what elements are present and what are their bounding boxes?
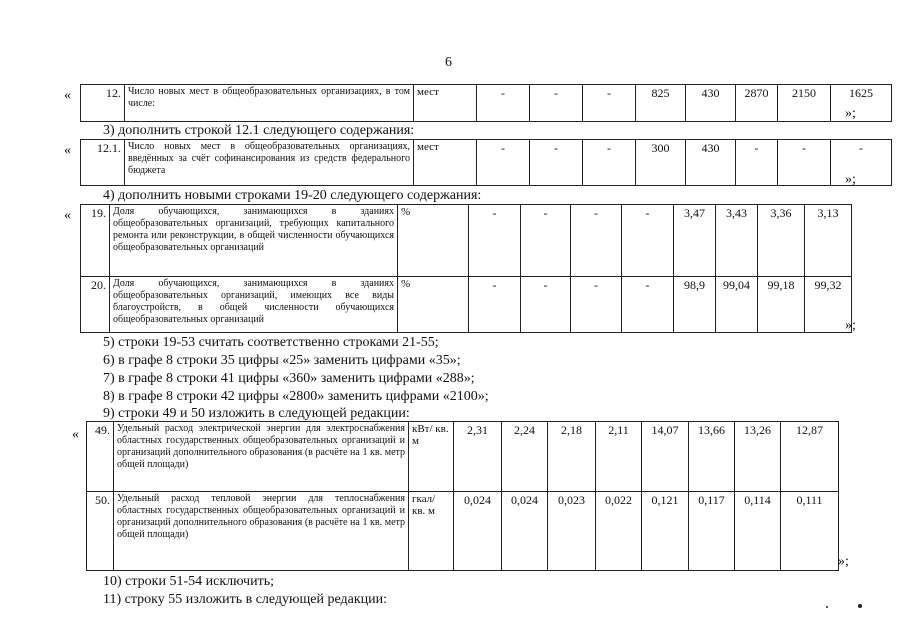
value-cell: 430 <box>686 140 736 186</box>
value-cell: 2,18 <box>548 422 596 492</box>
table-row <box>87 492 839 571</box>
value-cell: 99,04 <box>716 277 758 333</box>
quote-close: »; <box>845 172 856 187</box>
table-row-12-1 <box>80 139 892 186</box>
table-row <box>81 277 852 333</box>
row-description: Число новых мест в общеобразовательных организациях, в том числе: <box>125 85 414 122</box>
paragraph-4: 4) дополнить новыми строками 19-20 следующего содержания: <box>103 188 482 203</box>
paragraph-5: 5) строки 19-53 считать соответственно строками 21-55; <box>103 335 439 350</box>
value-cell: 0,023 <box>548 492 596 571</box>
value-cell: 12,87 <box>781 422 839 492</box>
value-cell: - <box>477 85 530 122</box>
value-cell: 300 <box>636 140 686 186</box>
value-cell: 430 <box>686 85 736 122</box>
value-cell: - <box>469 277 521 333</box>
row-number: 12.1. <box>81 140 125 186</box>
row-unit: % <box>398 277 469 333</box>
row-description: Доля обучающихся, занимающихся в зданиях общеобразовательных организаций, имеющих все виды благоустройств, в общей численности обучающихся общеобразовательных организаций <box>110 277 398 333</box>
value-cell: - <box>571 277 622 333</box>
quote-close: »; <box>845 318 856 333</box>
scan-speck <box>826 606 828 608</box>
row-description: Доля обучающихся, занимающихся в зданиях общеобразовательных организаций, требующих капитального ремонта или реконструкции, в общей численности обучающихся общеобразовательных организаций <box>110 205 398 277</box>
value-cell: 3,47 <box>674 205 716 277</box>
value-cell: - <box>521 205 571 277</box>
paragraph-6: 6) в графе 8 строки 35 цифры «25» заменить цифрами «35»; <box>103 353 461 368</box>
value-cell: 825 <box>636 85 686 122</box>
quote-close: »; <box>838 554 849 569</box>
value-cell: - <box>736 140 778 186</box>
value-cell: 3,43 <box>716 205 758 277</box>
quote-open: « <box>64 88 71 103</box>
value-cell: 0,114 <box>735 492 781 571</box>
quote-close: »; <box>845 106 856 121</box>
table-rows-19-20 <box>80 204 852 333</box>
row-unit: мест <box>414 140 477 186</box>
paragraph-3: 3) дополнить строкой 12.1 следующего содержания: <box>103 123 415 138</box>
value-cell: 2,31 <box>454 422 502 492</box>
row-description: Удельный расход электрической энергии для электроснабжения областных государственных общеобразовательных организаций и организаций дополнительного образования (в расчёте на 1 кв. метр общей площади) <box>114 422 409 492</box>
value-cell: 3,13 <box>805 205 852 277</box>
table-row <box>87 422 839 492</box>
value-cell: 99,18 <box>758 277 805 333</box>
row-number: 19. <box>81 205 110 277</box>
value-cell: 0,117 <box>689 492 735 571</box>
value-cell: - <box>530 140 583 186</box>
value-cell: - <box>469 205 521 277</box>
row-number: 20. <box>81 277 110 333</box>
value-cell: - <box>583 85 636 122</box>
value-cell: 2,24 <box>502 422 548 492</box>
value-cell: - <box>778 140 831 186</box>
value-cell: 1625 <box>831 85 892 122</box>
quote-open: « <box>64 208 71 223</box>
row-unit: мест <box>414 85 477 122</box>
row-number: 50. <box>87 492 114 571</box>
value-cell: 2,11 <box>596 422 642 492</box>
value-cell: 13,66 <box>689 422 735 492</box>
value-cell: 99,32 <box>805 277 852 333</box>
row-description: Число новых мест в общеобразовательных организациях, введённых за счёт софинансирования из средств федерального бюджета <box>125 140 414 186</box>
value-cell: 2150 <box>778 85 831 122</box>
paragraph-8: 8) в графе 8 строки 42 цифры «2800» заменить цифрами «2100»; <box>103 389 489 404</box>
value-cell: - <box>521 277 571 333</box>
value-cell: 13,26 <box>735 422 781 492</box>
value-cell: 0,024 <box>454 492 502 571</box>
row-unit: гкал/ кв. м <box>409 492 454 571</box>
table-row-12 <box>80 84 892 122</box>
page-number: 6 <box>445 55 452 70</box>
row-unit: кВт/ кв. м <box>409 422 454 492</box>
value-cell: 14,07 <box>642 422 689 492</box>
table-rows-49-50 <box>86 421 839 571</box>
row-description: Удельный расход тепловой энергии для теплоснабжения областных государственных общеобразовательных организаций и организаций дополнительного образования (в расчёте на 1 кв. метр общей площади) <box>114 492 409 571</box>
value-cell: - <box>622 205 674 277</box>
value-cell: - <box>583 140 636 186</box>
value-cell: - <box>831 140 892 186</box>
table-row <box>81 205 852 277</box>
scan-speck <box>858 604 862 608</box>
value-cell: - <box>571 205 622 277</box>
value-cell: 0,111 <box>781 492 839 571</box>
paragraph-7: 7) в графе 8 строки 41 цифры «360» заменить цифрами «288»; <box>103 371 475 386</box>
value-cell: 2870 <box>736 85 778 122</box>
paragraph-9: 9) строки 49 и 50 изложить в следующей редакции: <box>103 406 410 421</box>
quote-open: « <box>64 143 71 158</box>
value-cell: 3,36 <box>758 205 805 277</box>
value-cell: - <box>530 85 583 122</box>
value-cell: - <box>622 277 674 333</box>
row-unit: % <box>398 205 469 277</box>
value-cell: 0,022 <box>596 492 642 571</box>
value-cell: 98,9 <box>674 277 716 333</box>
paragraph-10: 10) строки 51-54 исключить; <box>103 574 274 589</box>
value-cell: 0,024 <box>502 492 548 571</box>
quote-open: « <box>72 427 79 442</box>
value-cell: - <box>477 140 530 186</box>
row-number: 49. <box>87 422 114 492</box>
row-number: 12. <box>81 85 125 122</box>
value-cell: 0,121 <box>642 492 689 571</box>
paragraph-11: 11) строку 55 изложить в следующей редакции: <box>103 592 388 607</box>
